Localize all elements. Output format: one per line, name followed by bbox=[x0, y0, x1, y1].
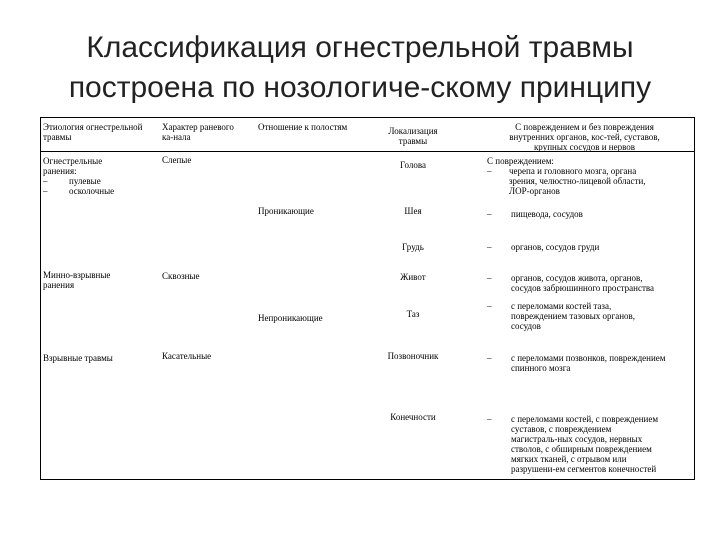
damage-abdomen-1: органов, сосудов живота, органов, bbox=[511, 273, 643, 283]
damage-neck: пищевода, сосудов bbox=[511, 209, 583, 219]
damage-head-4: ЛОР-органов bbox=[509, 186, 560, 196]
slide-title bbox=[0, 28, 720, 108]
loc-neck: Шея bbox=[404, 206, 422, 216]
channel-through: Сквозные bbox=[162, 271, 200, 281]
damage-limbs-4: стволов, с обширным повреждением bbox=[511, 444, 652, 454]
dash: – bbox=[487, 301, 492, 311]
loc-spine: Позвоночник bbox=[387, 351, 439, 361]
dash: – bbox=[487, 166, 492, 176]
header-localization-2: травмы bbox=[398, 136, 428, 146]
dash: – bbox=[487, 209, 492, 219]
title-line-2: построена по нозологиче-скому принципу bbox=[68, 71, 652, 104]
header-localization-1: Локализация bbox=[388, 126, 438, 136]
dash: – bbox=[487, 414, 492, 424]
loc-chest: Грудь bbox=[402, 242, 424, 252]
damage-limbs-3: магистраль-ных сосудов, нервных bbox=[511, 434, 643, 444]
etiology-mine-2: ранения bbox=[43, 280, 75, 290]
header-damage-2: внутренних органов, кос-тей, суставов, bbox=[509, 132, 660, 142]
header-channel-1: Характер раневого bbox=[162, 122, 234, 132]
damage-abdomen-2: сосудов забрюшинного пространства bbox=[511, 283, 654, 293]
header-damage-1: С повреждением и без повреждения bbox=[515, 122, 654, 132]
etiology-mine-1: Минно-взрывные bbox=[43, 270, 111, 280]
loc-abdomen: Живот bbox=[400, 272, 426, 282]
etiology-bullet: пулевые bbox=[69, 176, 101, 186]
damage-head-3: зрения, челюстно-лицевой области, bbox=[509, 176, 646, 186]
dash: – bbox=[43, 186, 48, 196]
cavity-nonpenetrating: Непроникающие bbox=[258, 313, 323, 323]
damage-spine-2: спинного мозга bbox=[511, 363, 571, 373]
loc-head: Голова bbox=[400, 160, 426, 170]
header-etiology-1: Этиология огнестрельной bbox=[43, 122, 143, 132]
classification-table bbox=[40, 117, 695, 480]
damage-pelvis-1: с переломами костей таза, bbox=[511, 301, 612, 311]
dash: – bbox=[487, 242, 492, 252]
header-etiology-2: травмы bbox=[43, 132, 72, 142]
damage-chest: органов, сосудов груди bbox=[511, 242, 600, 252]
etiology-gunshot-2: ранения: bbox=[43, 166, 77, 176]
header-channel-2: ка-нала bbox=[162, 132, 191, 142]
dash: – bbox=[487, 273, 492, 283]
damage-spine-1: с переломами позвонков, повреждением bbox=[511, 353, 666, 363]
loc-pelvis: Таз bbox=[406, 309, 420, 319]
header-cavity: Отношение к полостям bbox=[258, 122, 348, 132]
etiology-blast: Взрывные травмы bbox=[43, 353, 113, 363]
cavity-penetrating: Проникающие bbox=[258, 206, 314, 216]
dash: – bbox=[487, 353, 492, 363]
damage-limbs-5: мягких тканей, с отрывом или bbox=[511, 454, 627, 464]
channel-blind: Слепые bbox=[162, 155, 192, 165]
damage-limbs-2: суставов, с повреждением bbox=[511, 424, 612, 434]
title-line-1: Классификация огнестрельной травмы bbox=[86, 31, 634, 64]
etiology-gunshot-1: Огнестрельные bbox=[43, 156, 103, 166]
damage-limbs-1: с переломами костей, с повреждением bbox=[511, 414, 659, 424]
loc-limbs: Конечности bbox=[390, 412, 436, 422]
channel-tangent: Касательные bbox=[162, 351, 212, 361]
damage-limbs-6: разрушени-ем сегментов конечностей bbox=[511, 464, 657, 474]
damage-pelvis-3: сосудов bbox=[511, 321, 541, 331]
etiology-fragment: осколочные bbox=[69, 186, 115, 196]
dash: – bbox=[43, 176, 48, 186]
damage-head-2: черепа и головного мозга, органа bbox=[509, 166, 637, 176]
header-damage-3: крупных сосудов и нервов bbox=[533, 142, 636, 152]
damage-head-1: С повреждением: bbox=[487, 156, 554, 166]
damage-pelvis-2: повреждением тазовых органов, bbox=[511, 311, 636, 321]
